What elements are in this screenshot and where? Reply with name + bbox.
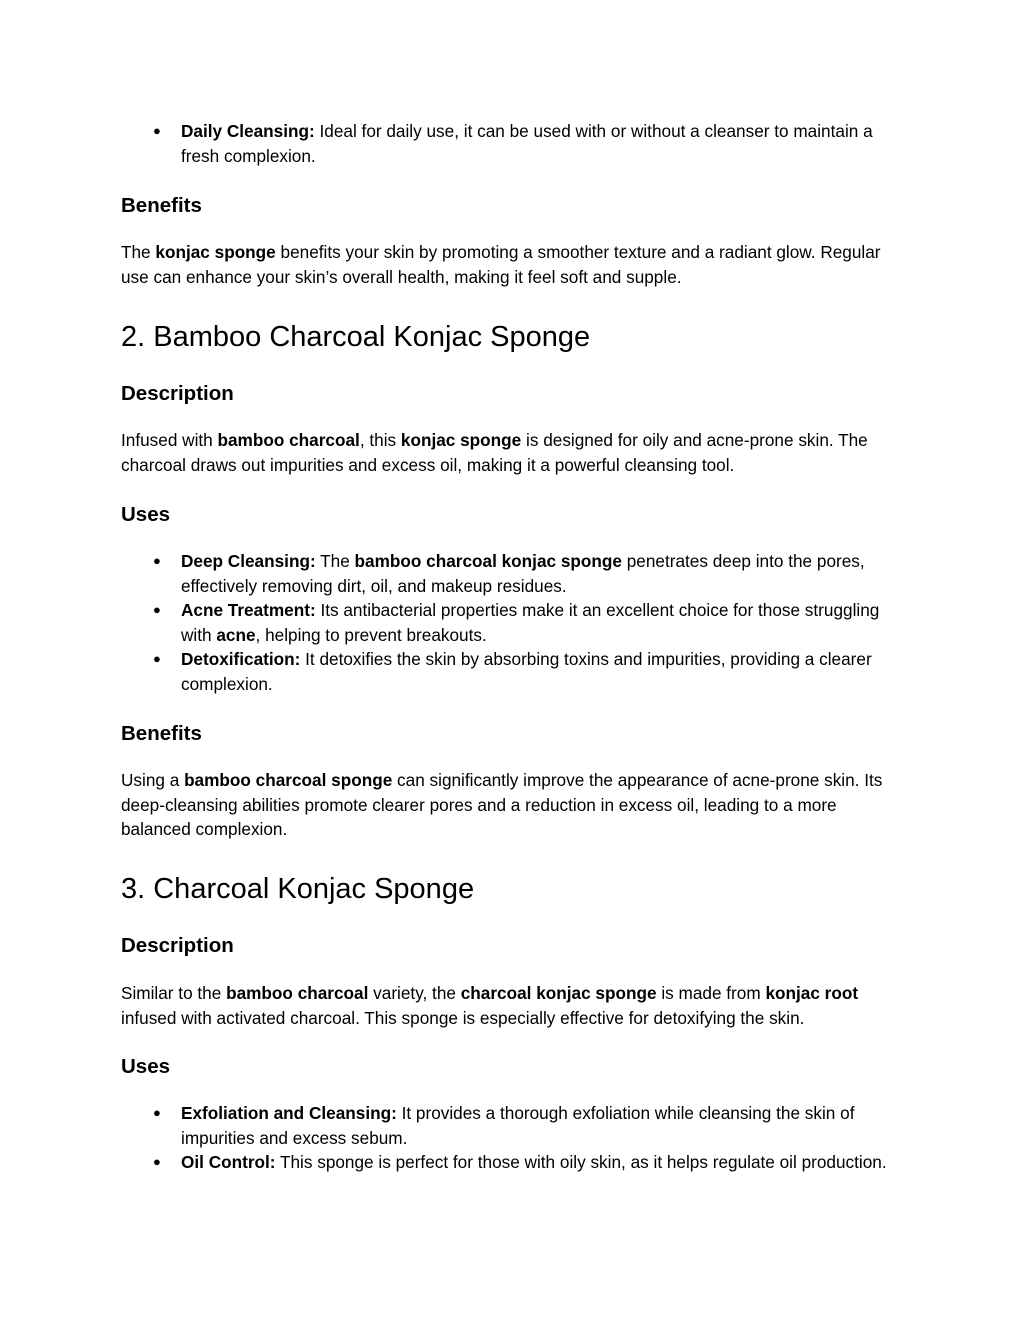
- s3-uses-heading-block: [121, 1054, 911, 1080]
- s2-uses-heading-block: [121, 502, 911, 528]
- s3-description-heading-block: [121, 933, 911, 959]
- s2-description-paragraph-block: [121, 428, 911, 477]
- uses-heading: Uses: [121, 1055, 171, 1078]
- s2-benefits-paragraph-block: [121, 768, 911, 842]
- section-title: 2. Bamboo Charcoal Konjac Sponge: [121, 321, 591, 353]
- benefits-paragraph: The konjac sponge benefits your skin by promoting a smoother texture and a radiant glow. Regular use can enhance your skin’s overall health, making it feel soft and supple.: [121, 242, 881, 287]
- section-title: 3. Charcoal Konjac Sponge: [121, 873, 475, 905]
- s1-benefits-paragraph-block: [121, 240, 911, 289]
- bullet-icon: ●: [153, 1154, 161, 1169]
- list-item: ● Deep Cleansing: The bamboo charcoal konjac sponge penetrates deep into the pores, effectively removing dirt, oil, and makeup residues.: [153, 551, 865, 596]
- description-heading: Description: [121, 382, 234, 405]
- section-2-title-block: [121, 319, 911, 355]
- bullet-icon: ●: [153, 651, 161, 666]
- bullet-icon: ●: [153, 123, 161, 138]
- uses-list: [121, 1101, 911, 1175]
- s2-uses-list-block: [121, 549, 911, 696]
- list-item: ● Daily Cleansing: Ideal for daily use, it can be used with or without a cleanser to maintain a fresh complexion.: [153, 121, 873, 166]
- description-heading: Description: [121, 934, 234, 957]
- list-item: ● Oil Control: This sponge is perfect for those with oily skin, as it helps regulate oil production.: [121, 1150, 911, 1175]
- bullet-icon: ●: [153, 602, 161, 617]
- benefits-heading: Benefits: [121, 722, 202, 745]
- s1-benefits-heading-block: [121, 193, 911, 219]
- list-item: ● Detoxification: It detoxifies the skin by absorbing toxins and impurities, providing a clearer complexion.: [153, 649, 872, 694]
- uses-heading: Uses: [121, 503, 171, 526]
- uses-list: [121, 549, 911, 696]
- daily-cleansing-list: [121, 119, 911, 168]
- s3-description-paragraph-block: [121, 981, 911, 1030]
- s3-uses-list-block: [121, 1101, 911, 1175]
- description-paragraph: Similar to the bamboo charcoal variety, the charcoal konjac sponge is made from konjac root infused with activated charcoal. This sponge is especially effective for detoxifying the skin.: [121, 983, 859, 1028]
- bullet-icon: ●: [153, 1105, 161, 1120]
- list-item: ● Acne Treatment: Its antibacterial properties make it an excellent choice for those struggling with acne, helping to prevent breakouts.: [153, 600, 880, 645]
- benefits-heading: Benefits: [121, 194, 202, 217]
- s2-description-heading-block: [121, 381, 911, 407]
- benefits-paragraph: Using a bamboo charcoal sponge can significantly improve the appearance of acne-prone skin. Its deep-cleansing abilities promote clearer pores and a reduction in excess oil, leading to a more balanced complexion.: [121, 770, 883, 839]
- section-3-title-block: [121, 871, 911, 907]
- s2-benefits-heading-block: [121, 721, 911, 747]
- description-paragraph: Infused with bamboo charcoal, this konjac sponge is designed for oily and acne-prone skin. The charcoal draws out impurities and excess oil, making it a powerful cleansing tool.: [121, 430, 868, 475]
- list-item: ● Exfoliation and Cleansing: It provides a thorough exfoliation while cleansing the skin of impurities and excess sebum.: [153, 1103, 855, 1148]
- bullet-icon: ●: [153, 553, 161, 568]
